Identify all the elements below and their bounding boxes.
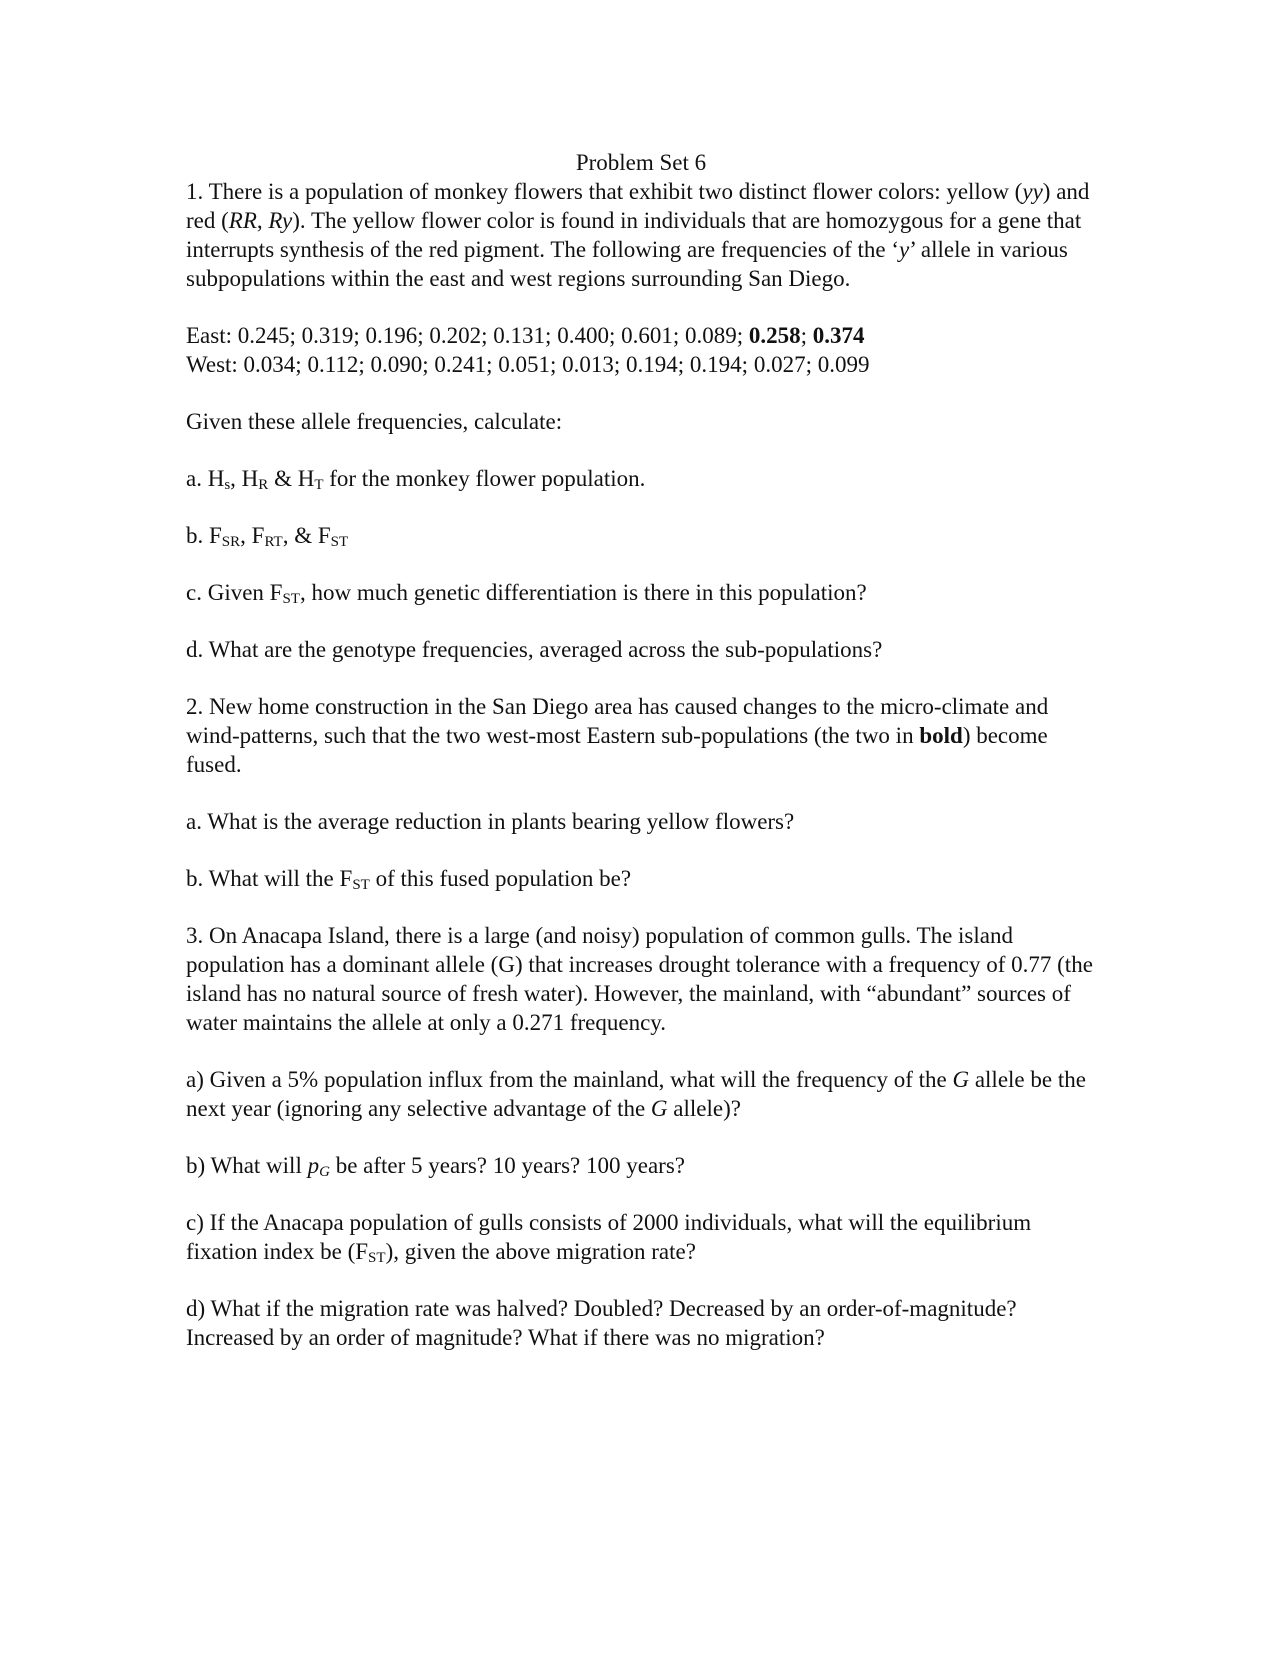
question-3a: a) Given a 5% population influx from the mainland, what will the frequency of the G allele be the next year (ignoring any selective advantage of the G allele)?: [186, 1067, 1086, 1121]
question-2-intro: 2. New home construction in the San Diego area has caused changes to the micro-climate and wind-patterns, such that the two west-most Eastern sub-populations (the two in bold) become fused.: [186, 694, 1049, 777]
question-2b: b. What will the $F_{ST}$ of this fused population be?: [186, 866, 632, 893]
question-1b: b. $F_{SR}$, $F_{RT}$, & $F_{ST}$: [186, 523, 349, 550]
question-1-intro: 1. There is a population of monkey flowers that exhibit two distinct flower colors: yellow (yy) and red (RR, Ry). The yellow flower color is found in individuals that are homozygous for a gene that interrupts synthesis of the red pigment. The following are frequencies of the ‘y’ allele in various subpopulations within the east and west regions surrounding San Diego.: [186, 179, 1090, 291]
page-title: Problem Set 6: [575, 150, 707, 175]
question-2a: a. What is the average reduction in plants bearing yellow flowers?: [186, 809, 795, 834]
question-1a: a. $H_s$, $H_R$ & $H_T$ for the monkey flower population.: [186, 466, 646, 493]
problem-set-page: [186, 148, 1096, 1380]
question-1d: d. What are the genotype frequencies, averaged across the sub-populations?: [186, 637, 883, 662]
question-1c: c. Given $F_{ST}$, how much genetic differentiation is there in this population?: [186, 580, 867, 607]
question-3-intro: 3. On Anacapa Island, there is a large (and noisy) population of common gulls. The island population has a dominant allele (G) that increases drought tolerance with a frequency of 0.77 (the island has no natural source of fresh water). However, the mainland, with “abundant” sources of water maintains the allele at only a 0.271 frequency.: [186, 923, 1093, 1035]
east-bold-value-2: 0.374: [812, 323, 865, 348]
question-3c: c) If the Anacapa population of gulls consists of 2000 individuals, what will the equilibrium fixation index be $(F_{ST})$, given the above migration rate?: [186, 1210, 1032, 1266]
east-bold-value-1: 0.258: [748, 323, 801, 348]
given-instructions: Given these allele frequencies, calculate:: [186, 409, 563, 434]
east-frequencies: East: 0.245; 0.319; 0.196; 0.202; 0.131; 0.400; 0.601; 0.089; 0.258; 0.374: [186, 323, 865, 348]
west-frequencies: West: 0.034; 0.112; 0.090; 0.241; 0.051; 0.013; 0.194; 0.194; 0.027; 0.099: [186, 352, 870, 377]
question-3d: d) What if the migration rate was halved? Doubled? Decreased by an order-of-magnitude? Increased by an order of magnitude? What if there was no migration?: [186, 1296, 1017, 1350]
question-3b: b) What will $p_G$ be after 5 years? 10 years? 100 years?: [186, 1153, 685, 1180]
